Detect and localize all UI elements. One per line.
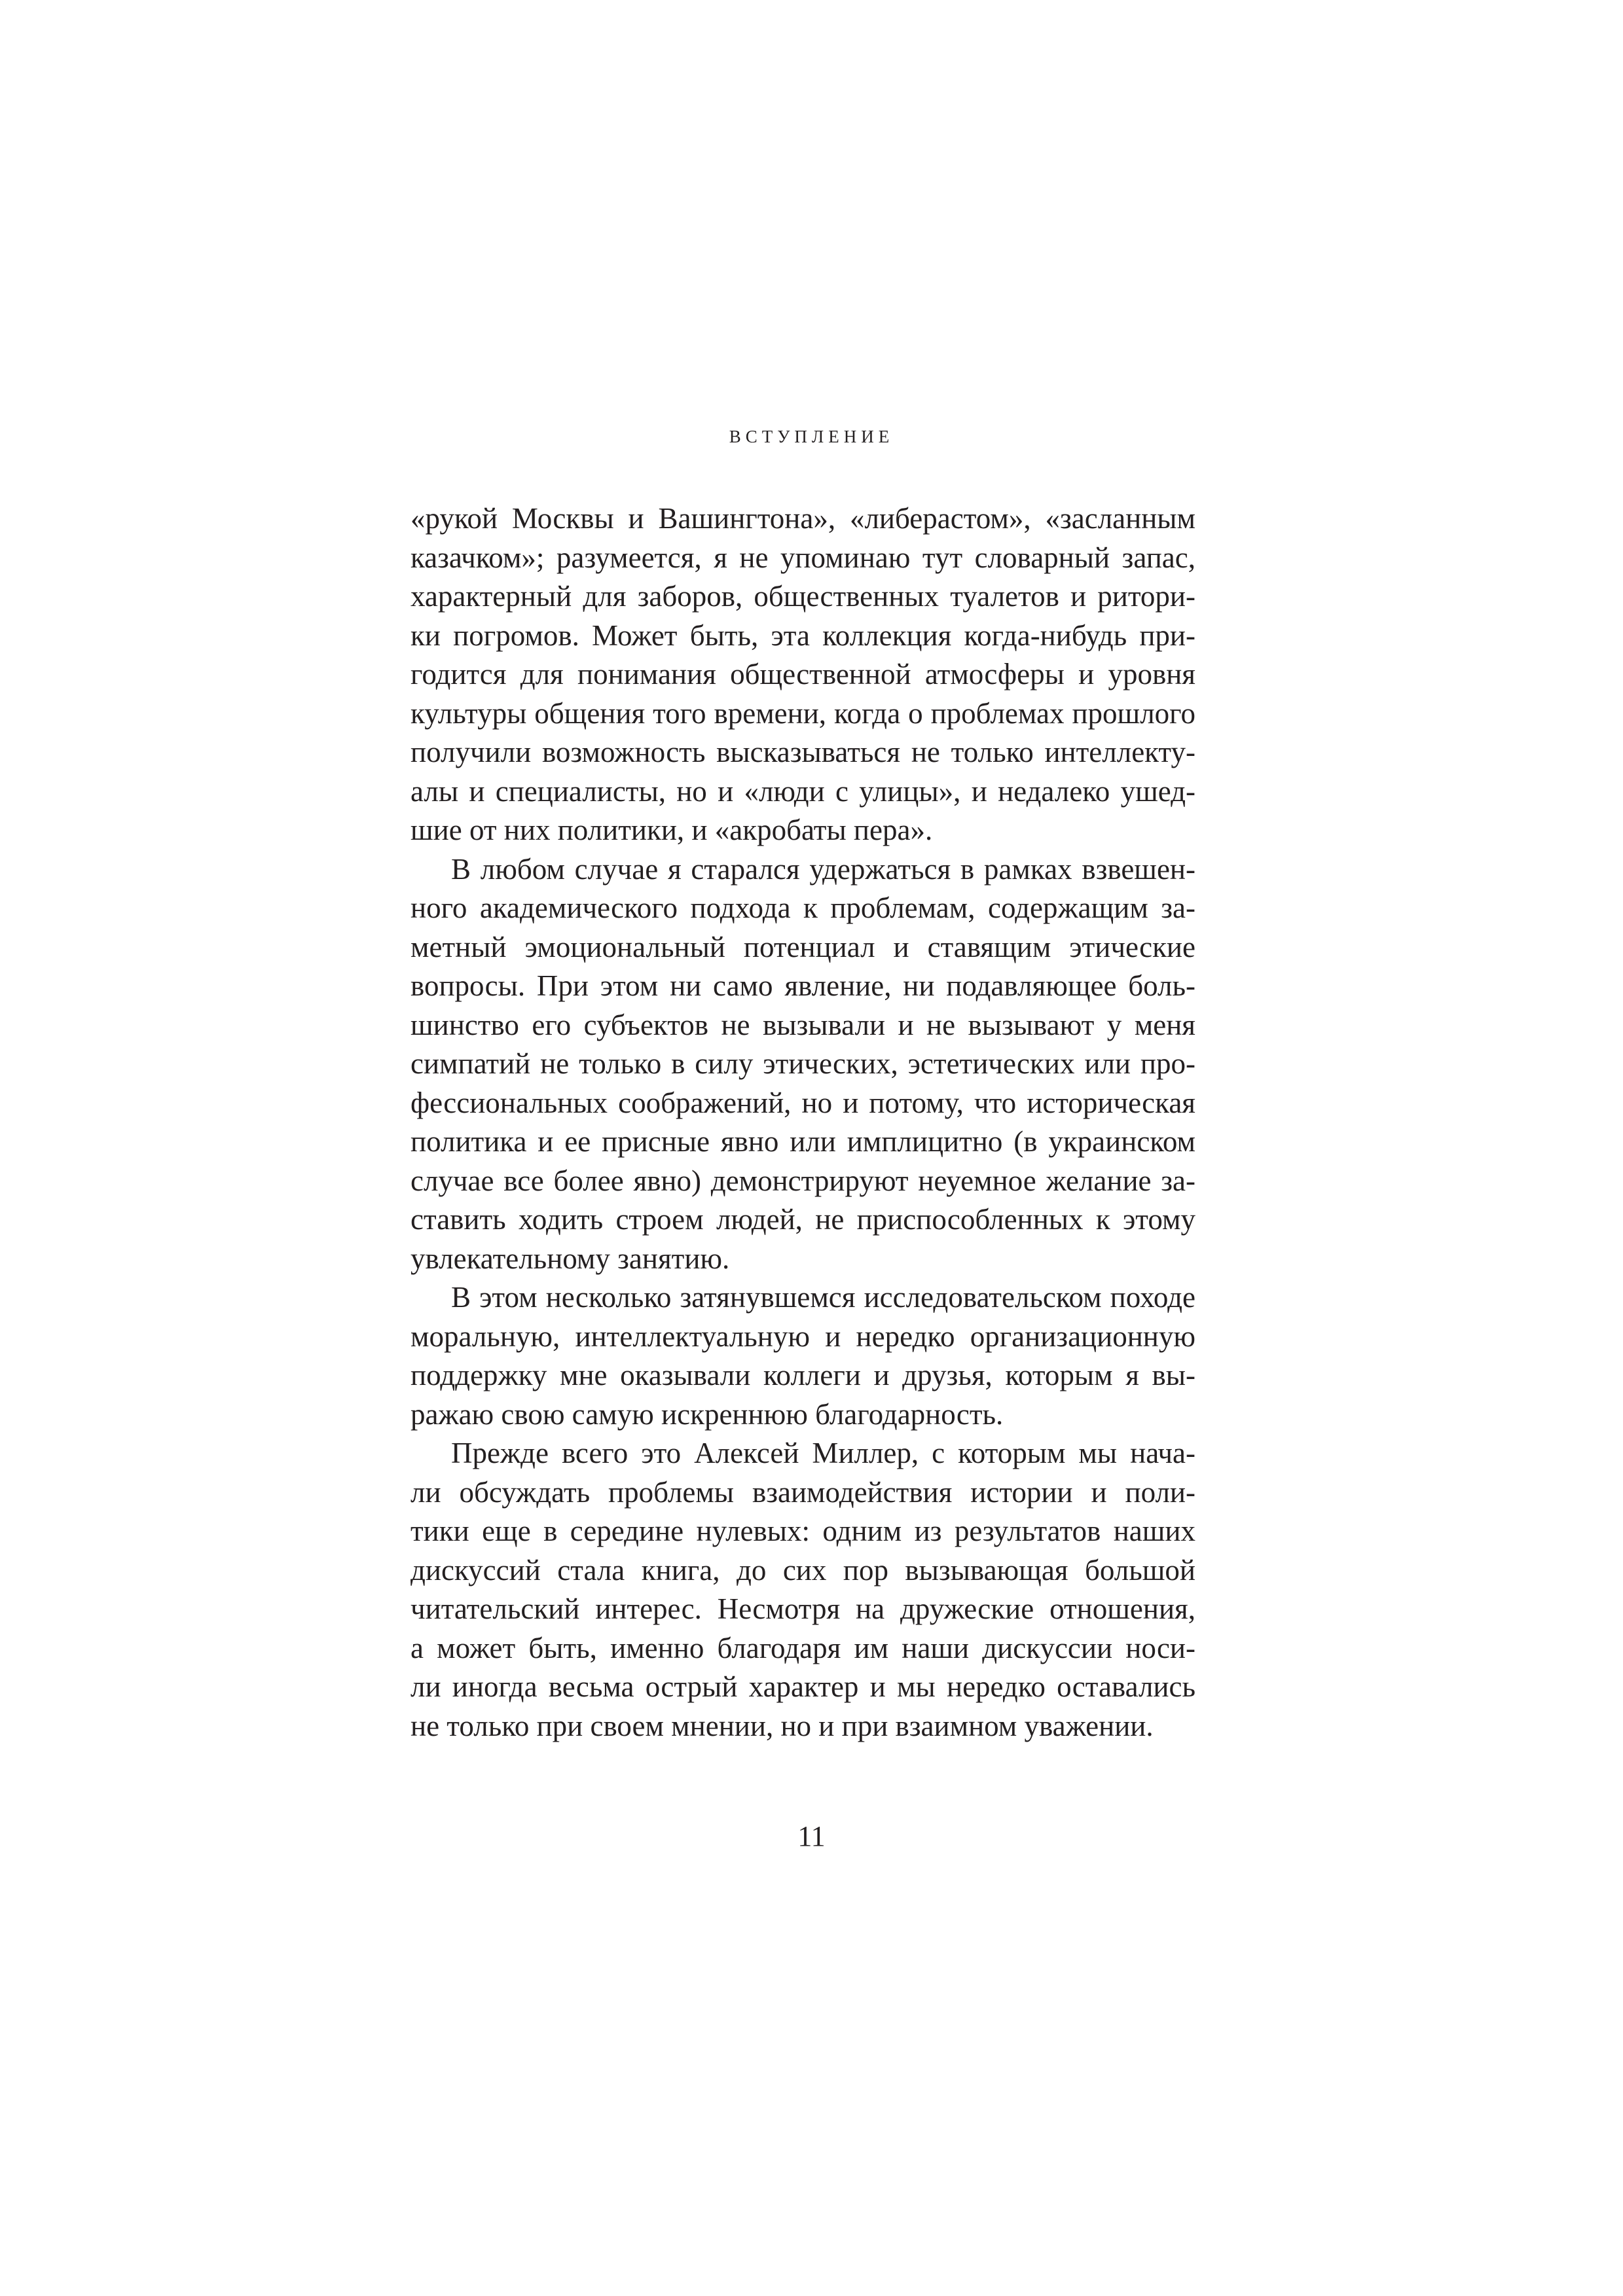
text-line: дискуссий стала книга, до сих пор вызывающая большой — [410, 1553, 1195, 1587]
paragraph — [410, 1278, 1195, 1434]
text-line: а может быть, именно благодаря им наши дискуссии носи- — [410, 1631, 1195, 1664]
text-line: Прежде всего это Алексей Миллер, с которым мы нача- — [451, 1437, 1195, 1469]
text-line: «рукой Москвы и Вашингтона», «либерастом», «засланным — [410, 502, 1195, 535]
text-line: годится для понимания общественной атмосферы и уровня — [410, 658, 1195, 691]
page-number: 11 — [797, 1820, 826, 1852]
text-line: читательский интерес. Несмотря на дружеские отношения, — [410, 1592, 1195, 1625]
text-line: шие от них политики, и «акробаты пера». — [410, 814, 933, 846]
paragraph — [410, 499, 1195, 850]
text-line: тики еще в середине нулевых: одним из результатов наших — [410, 1515, 1195, 1547]
text-line: увлекательному занятию. — [410, 1242, 730, 1275]
text-line: моральную, интеллектуальную и нередко организационную — [410, 1319, 1195, 1353]
text-line: казачком»; разумеется, я не упоминаю тут словарный запас, — [410, 541, 1195, 574]
text-line: ки погромов. Может быть, эта коллекция когда-нибудь при- — [410, 619, 1195, 652]
text-line: ставить ходить строем людей, не приспособленных к этому — [410, 1203, 1195, 1236]
text-line: поддержку мне оказывали коллеги и друзья, которым я вы- — [410, 1359, 1195, 1391]
paragraph — [410, 850, 1195, 1279]
text-line: алы и специалисты, но и «люди с улицы», и недалеко ушед- — [410, 774, 1195, 808]
text-line: характерный для заборов, общественных туалетов и ритори- — [410, 580, 1195, 613]
text-line: ли обсуждать проблемы взаимодействия истории и поли- — [410, 1475, 1195, 1509]
text-line: ли иногда весьма острый характер и мы нередко оставались — [410, 1670, 1195, 1703]
text-line: политика и ее присные явно или имплицитно (в украинском — [410, 1125, 1195, 1158]
text-line: В этом несколько затянувшемся исследовательском походе — [451, 1281, 1195, 1314]
paragraph — [410, 1434, 1195, 1746]
text-line: случае все более явно) демонстрируют неуемное желание за- — [410, 1164, 1195, 1197]
text-line: вопросы. При этом ни само явление, ни подавляющее боль- — [410, 969, 1195, 1002]
text-line: шинство его субъектов не вызывали и не вызывают у меня — [410, 1008, 1195, 1041]
text-line: ражаю свою самую искреннюю благодарность. — [410, 1397, 1004, 1431]
running-head: ВСТУПЛЕНИЕ — [729, 427, 894, 446]
text-line: культуры общения того времени, когда о проблемах прошлого — [410, 696, 1195, 730]
text-line: симпатий не только в силу этических, эстетических или про- — [410, 1047, 1195, 1080]
text-line: метный эмоциональный потенциал и ставящим этические — [410, 930, 1195, 963]
text-line: не только при своем мнении, но и при взаимном уважении. — [410, 1709, 1154, 1742]
text-line: В любом случае я старался удержаться в рамках взвешен- — [451, 852, 1195, 886]
text-line: фессиональных соображений, но и потому, что историческая — [410, 1086, 1195, 1119]
body-text — [410, 499, 1195, 1746]
text-line: получили возможность высказываться не только интеллекту- — [410, 736, 1195, 768]
text-line: ного академического подхода к проблемам, содержащим за- — [410, 891, 1195, 924]
